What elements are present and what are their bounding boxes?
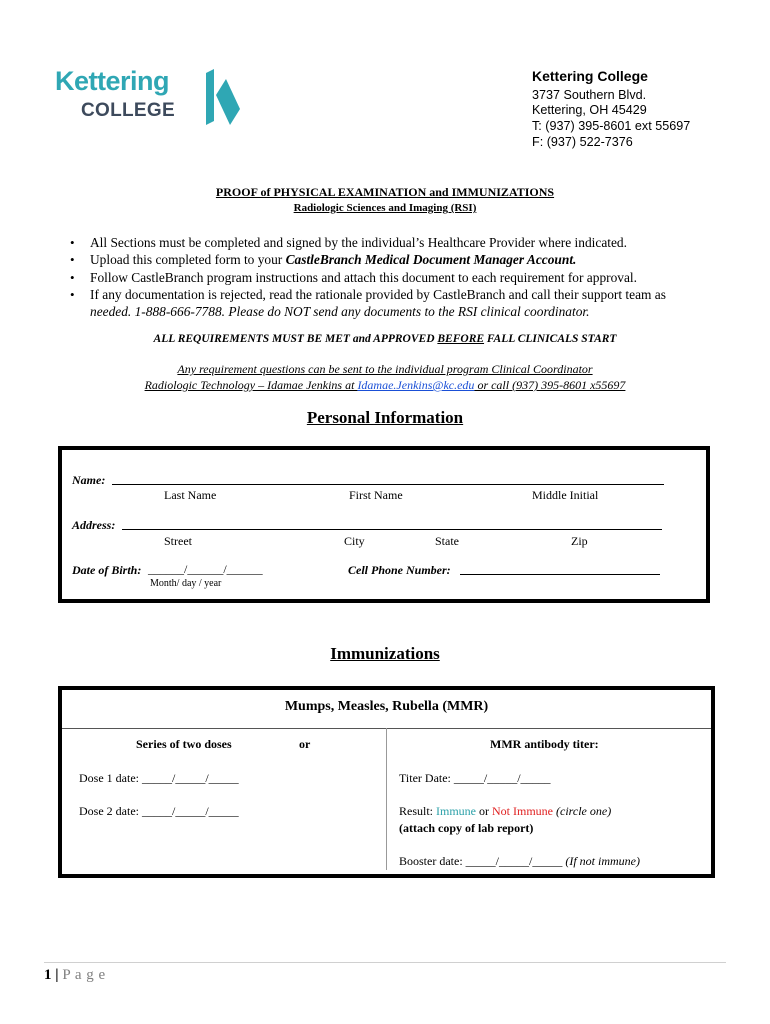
result-label: Result: — [399, 804, 437, 818]
instruction-text: If any documentation is rejected, read the rationale provided by CastleBranch and call their support team as — [90, 286, 666, 302]
series-label: Series of two doses — [136, 737, 232, 751]
page-separator: | — [51, 967, 63, 983]
logo-wordmark-top: Kettering — [55, 66, 170, 96]
address-field[interactable] — [122, 529, 662, 530]
requirements-notice — [0, 333, 770, 345]
dob-label: Date of Birth: — [72, 563, 142, 577]
contact-line2 — [0, 378, 770, 393]
first-name-label: First Name — [349, 488, 403, 502]
address-label: Address: — [72, 518, 116, 532]
coordinator-email-link[interactable]: Idamae.Jenkins@kc.edu — [357, 378, 475, 392]
instruction-text: Upload this completed form to your — [90, 252, 286, 268]
dose1-field[interactable]: Dose 1 date: _____/_____/_____ — [79, 771, 239, 785]
dose2-field[interactable]: Dose 2 date: _____/_____/_____ — [79, 804, 239, 818]
last-name-label: Last Name — [164, 488, 217, 502]
immunizations-heading: Immunizations — [330, 644, 440, 663]
mmr-box — [58, 686, 715, 878]
booster-field[interactable] — [399, 854, 640, 869]
page-word: P a g e — [62, 967, 106, 983]
form-subtitle: Radiologic Sciences and Imaging (RSI) — [293, 202, 477, 214]
coordinator-text: Radiologic Technology – Idamae Jenkins at — [144, 378, 358, 392]
booster-text: Booster date: _____/_____/_____ — [399, 854, 566, 868]
castlebranch-account-text: CastleBranch Medical Document Manager Account. — [285, 252, 577, 268]
address-line1: 3737 Southern Blvd. — [532, 87, 647, 102]
address-line2: Kettering, OH 45429 — [532, 103, 647, 118]
requirements-before: BEFORE — [437, 333, 485, 345]
form-title: PROOF of PHYSICAL EXAMINATION and IMMUNIZATIONS — [215, 185, 555, 199]
middle-initial-label: Middle Initial — [532, 488, 599, 502]
instruction-item — [70, 234, 700, 251]
instructions-list — [70, 234, 700, 320]
phone-number: T: (937) 395-8601 ext 55697 — [532, 119, 691, 134]
street-label: Street — [164, 534, 192, 548]
if-not-immune-hint: (If not immune) — [565, 854, 640, 868]
zip-label: Zip — [571, 534, 588, 548]
city-label: City — [344, 534, 365, 548]
page-number: 1 — [44, 967, 52, 983]
college-name: Kettering College — [532, 68, 648, 84]
personal-info-heading: Personal Information — [306, 408, 464, 427]
logo-wordmark-bottom: COLLEGE — [81, 100, 175, 121]
instruction-item — [70, 286, 700, 321]
instruction-item — [70, 251, 700, 268]
titer-date-field[interactable]: Titer Date: _____/_____/_____ — [399, 771, 551, 785]
name-label: Name: — [72, 473, 106, 487]
state-label: State — [435, 534, 459, 548]
or-text: or — [476, 804, 493, 818]
kettering-logo — [55, 66, 245, 130]
name-field[interactable] — [112, 484, 664, 485]
footer-rule — [44, 962, 726, 963]
fax-number: F: (937) 522-7376 — [532, 134, 633, 149]
logo-mark-icon — [202, 69, 242, 125]
immune-option[interactable]: Immune — [436, 804, 477, 818]
page-footer — [44, 967, 106, 984]
instruction-text: Follow CastleBranch program instructions and attach this document to each requirement for approval. — [90, 269, 638, 285]
cell-phone-field[interactable] — [460, 574, 660, 575]
not-immune-option[interactable]: Not Immune — [492, 804, 554, 818]
instruction-text: All Sections must be completed and signed by the individual’s Healthcare Provider where indicated. — [90, 235, 627, 250]
titer-label: MMR antibody titer: — [490, 737, 599, 751]
coordinator-phone-text: or call (937) 395-8601 x55697 — [474, 378, 626, 392]
titer-result — [399, 804, 611, 819]
personal-info-box — [58, 446, 710, 603]
requirements-text-end: FALL CLINICALS START — [484, 333, 617, 345]
requirements-text: ALL REQUIREMENTS MUST BE MET and APPROVED — [153, 333, 438, 345]
contact-line1: Any requirement questions can be sent to the individual program Clinical Coordinator — [177, 362, 593, 376]
or-label: or — [299, 737, 311, 751]
instruction-item — [70, 269, 700, 286]
mmr-title: Mumps, Measles, Rubella (MMR) — [284, 699, 489, 714]
dob-field[interactable]: ______/______/______ — [148, 562, 263, 576]
circle-one-hint: (circle one) — [553, 804, 612, 818]
attach-lab-note: (attach copy of lab report) — [399, 821, 534, 835]
dob-format-hint: Month/ day / year — [150, 578, 222, 589]
college-address — [532, 69, 690, 151]
instruction-text: needed. 1-888-666-7788. Please do NOT send any documents to the RSI clinical coordinator. — [90, 304, 590, 320]
cell-phone-label: Cell Phone Number: — [348, 563, 451, 577]
column-divider — [386, 728, 387, 870]
